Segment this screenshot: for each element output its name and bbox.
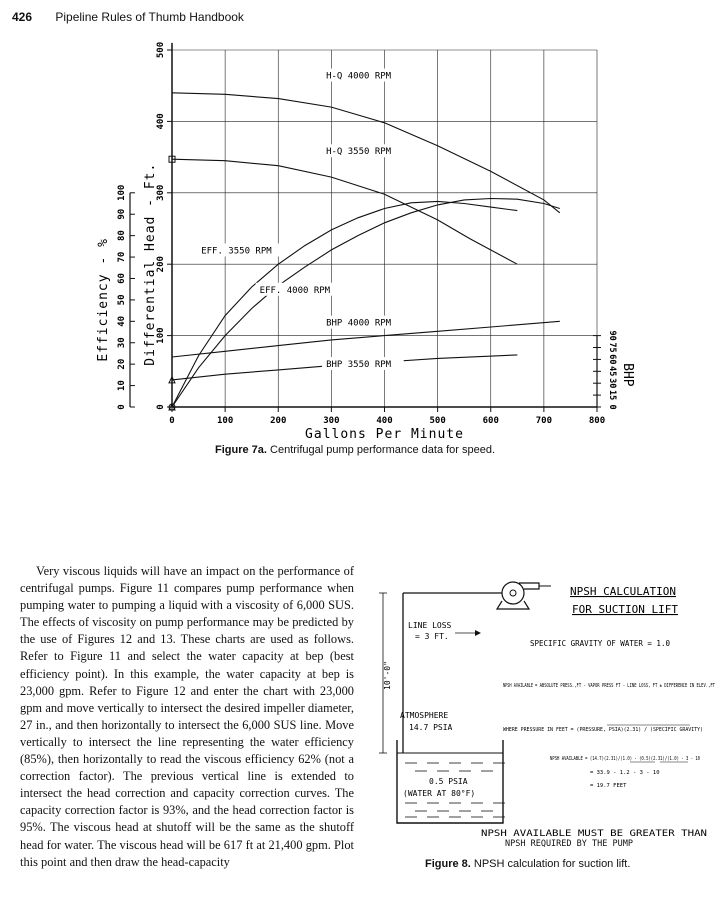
formula-1-rhs: = ABSOLUTE PRESS.,FT - VAPOR PRESS FT - LINE LOSS, FT ± DIFFERENCE IN ELEV.,FT — [535, 683, 715, 689]
x-tick-label: 100 — [216, 416, 234, 426]
calc-line-1: NPSH AVAILABLE = (14.7)(2.31)/(1.0) - (0.5)(2.31)/(1.0) - 3 - 10 — [550, 756, 700, 762]
bhp-axis-title: BHP — [620, 363, 635, 387]
chart-labels — [96, 69, 635, 442]
figure-7a-caption-text: Centrifugal pump performance data for speed. — [270, 444, 496, 456]
page-header — [12, 10, 244, 24]
formula-1-lhs: NPSH AVAILABLE — [503, 683, 533, 689]
head-tick-label: 200 — [156, 256, 166, 273]
book-title: Pipeline Rules of Thumb Handbook — [55, 10, 244, 24]
x-axis-title: Gallons Per Minute — [305, 427, 464, 442]
label-hq4000: H-Q 4000 RPM — [326, 71, 392, 82]
x-tick-label: 500 — [429, 416, 446, 426]
bhp-tick-label: 90 — [607, 330, 617, 341]
npsh-conclusion-1: NPSH AVAILABLE MUST BE GREATER THAN — [481, 829, 707, 839]
figure-7a-caption — [215, 444, 495, 456]
efficiency-tick-label: 20 — [117, 358, 127, 370]
head-tick-label: 300 — [156, 184, 166, 201]
efficiency-tick-label: 40 — [117, 315, 127, 327]
pump-icon — [502, 582, 524, 604]
height-label: 10'-0" — [383, 661, 392, 690]
x-tick-label: 600 — [482, 416, 499, 426]
efficiency-tick-label: 50 — [117, 294, 127, 306]
x-tick-label: 200 — [270, 416, 287, 426]
bhp-tick-label: 75 — [607, 342, 617, 353]
formula-2: WHERE PRESSURE IN FEET = (PRESSURE, PSIA)(2.31) / (SPECIFIC GRAVITY) — [503, 727, 703, 733]
head-axis-title: Differential Head - Ft. — [143, 162, 158, 366]
x-tick-label: 700 — [535, 416, 553, 426]
efficiency-tick-label: 100 — [117, 184, 127, 201]
body-paragraph — [20, 563, 354, 871]
page-number: 426 — [12, 10, 33, 24]
efficiency-tick-label: 80 — [117, 230, 127, 242]
label-bhp4000: BHP 4000 RPM — [326, 318, 392, 329]
figure-7a-caption-label: Figure 7a. — [215, 444, 267, 456]
x-tick-label: 400 — [376, 416, 393, 426]
label-hq3550: H-Q 3550 RPM — [326, 147, 392, 158]
bhp-tick-label: 0 — [607, 404, 617, 410]
bhp-tick-label: 30 — [607, 378, 617, 389]
series-line — [172, 201, 517, 407]
npsh-title-2: FOR SUCTION LIFT — [572, 603, 678, 616]
line-loss-value: = 3 FT. — [415, 632, 449, 641]
head-tick-label: 100 — [156, 327, 166, 344]
atmosphere-value: 14.7 PSIA — [409, 723, 453, 732]
figure-8-caption — [425, 858, 630, 870]
head-tick-label: 0 — [156, 404, 166, 410]
npsh-diagram — [375, 575, 720, 845]
x-tick-label: 300 — [323, 416, 340, 426]
chart-grid — [172, 50, 597, 407]
bhp-tick-label: 60 — [607, 354, 617, 365]
efficiency-tick-label: 30 — [117, 337, 127, 349]
npsh-conclusion-2: NPSH REQUIRED BY THE PUMP — [505, 839, 633, 849]
efficiency-axis-title: Efficiency - % — [96, 238, 111, 362]
atmosphere-label: ATMOSPHERE — [400, 711, 449, 720]
label-eff3550: EFF. 3550 RPM — [201, 246, 272, 257]
x-tick-label: 0 — [169, 416, 175, 426]
efficiency-tick-label: 90 — [117, 208, 127, 220]
figure-8-caption-text: NPSH calculation for suction lift. — [473, 858, 631, 870]
pump-performance-chart — [0, 25, 728, 470]
label-bhp3550: BHP 3550 RPM — [326, 360, 392, 371]
calc-line-3: = 19.7 FEET — [590, 783, 627, 789]
bhp-tick-label: 45 — [607, 366, 617, 377]
figure-8-caption-label: Figure 8. — [425, 858, 471, 870]
body-paragraph-text: Very viscous liquids will have an impact on the performance of centrifugal pumps. Figure 11 compares pump performance when pumping water to pumping a liquid with a viscosity of 6,000 SUS. The effects of viscosity on pump performance may be predicted by the use of Figures 12 and 13. These charts are used as follows. Refer to Figure 11 and select the water capacity at bep (best efficiency point). In this example, the water capacity at bep is 23,000 gpm. Refer to Figure 12 and enter the chart with 23,000 gpm and move vertically to intersect the desired impeller diameter, 27 in., and then horizontally to intersect the 6,000 SUS line. Move vertically to intersect the line representing the water efficiency (85%), then horizontally to read the viscous efficiency 62% (not a correction factor). The previous vertical line is extended to intersect the head correction and capacity correction curves. The capacity correction factor is 93%, and the head correction factor is 95%. The viscous head at shutoff will be the same as the shutoff head for water. The viscous head will be 617 ft at 21,400 gpm. Plot this point and then draw the head-capacity — [20, 564, 354, 869]
x-tick-label: 800 — [588, 416, 606, 426]
efficiency-tick-label: 60 — [117, 273, 127, 284]
head-tick-label: 500 — [156, 41, 166, 59]
specific-gravity: SPECIFIC GRAVITY OF WATER = 1.0 — [530, 639, 670, 648]
calc-line-2: = 33.9 - 1.2 - 3 - 10 — [590, 770, 660, 776]
head-tick-label: 400 — [156, 113, 166, 130]
efficiency-tick-label: 10 — [117, 380, 127, 392]
npsh-title-1: NPSH CALCULATION — [570, 585, 676, 598]
series-line — [172, 199, 560, 408]
water-temp: (WATER AT 80°F) — [403, 789, 476, 798]
bhp-tick-label: 15 — [607, 389, 617, 401]
line-loss-label: LINE LOSS — [408, 621, 452, 630]
label-eff4000: EFF. 4000 RPM — [259, 285, 331, 296]
vapor-pressure: 0.5 PSIA — [429, 777, 468, 786]
efficiency-tick-label: 70 — [117, 251, 127, 263]
efficiency-tick-label: 0 — [117, 404, 127, 410]
